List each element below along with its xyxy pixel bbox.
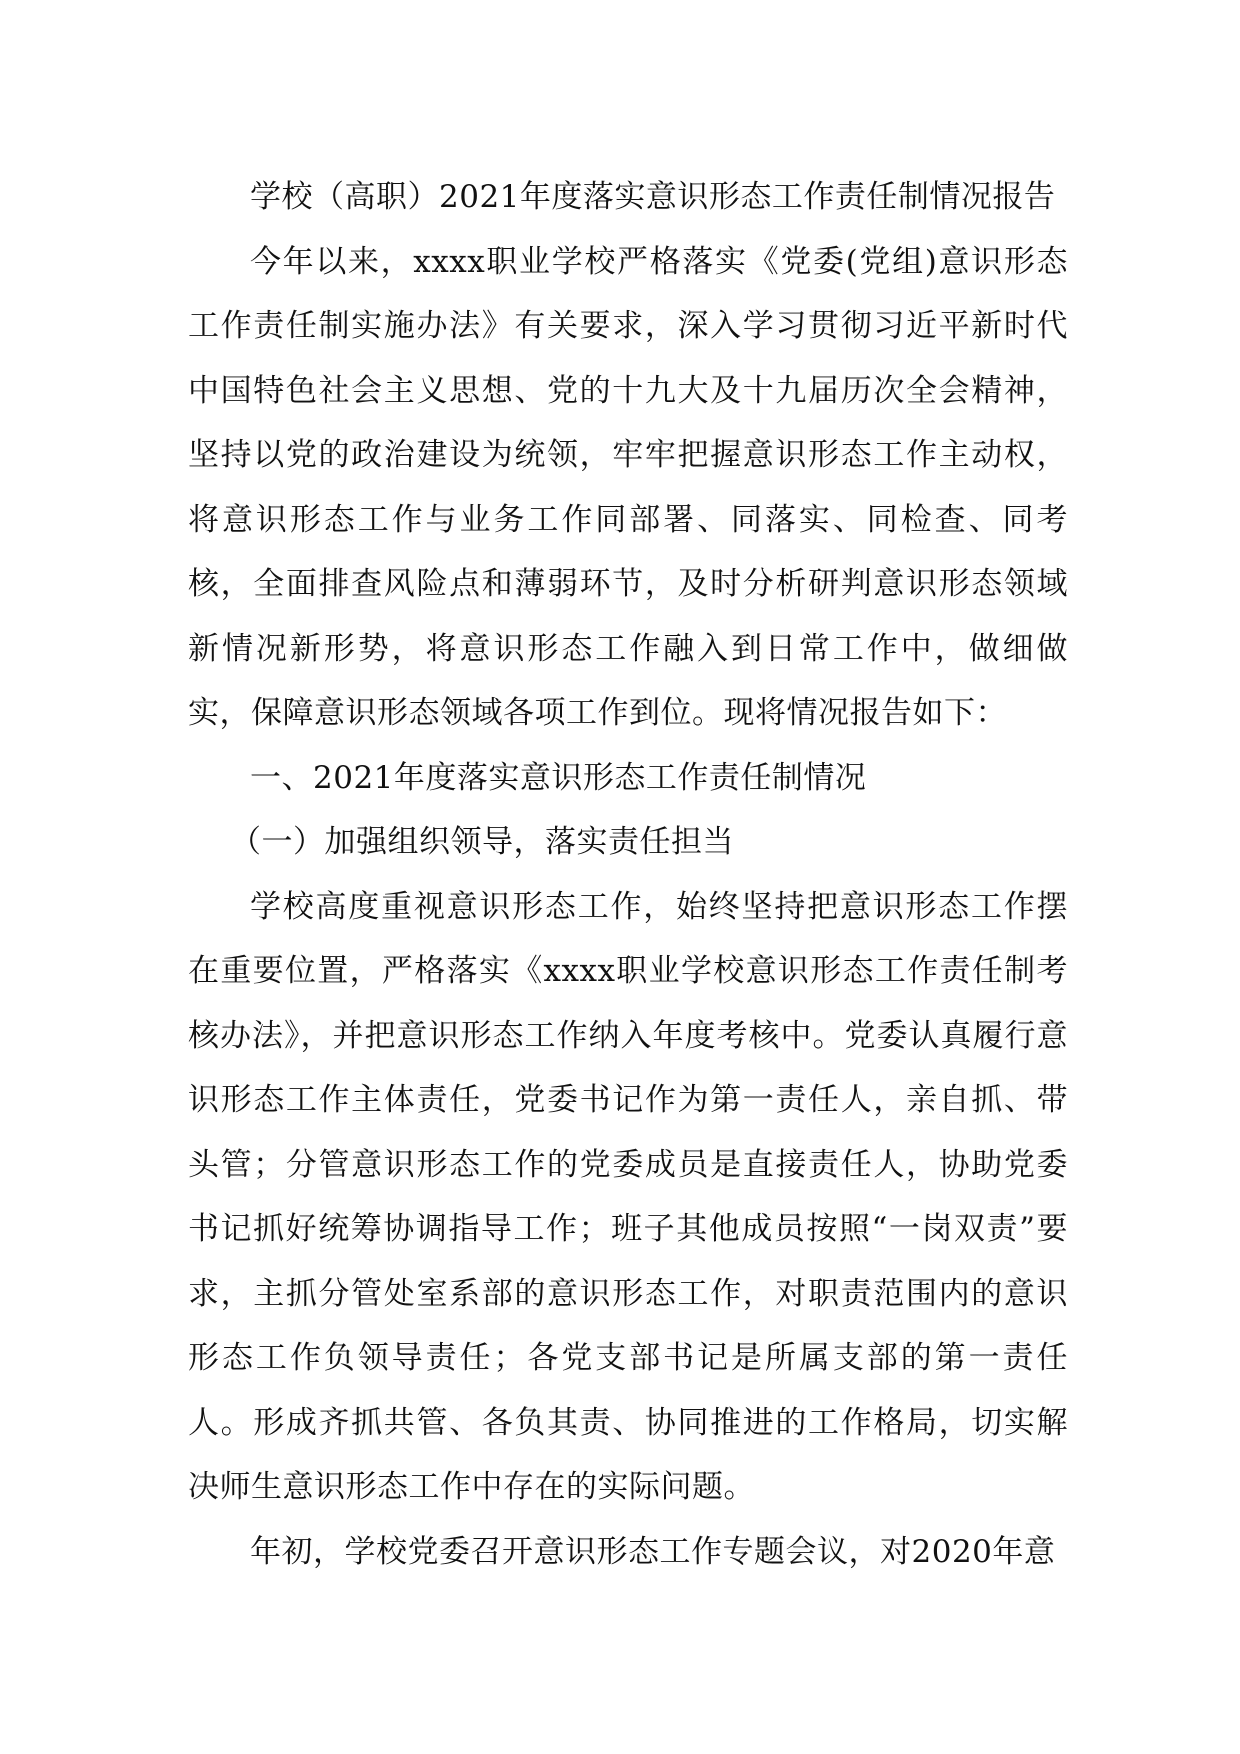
document-title: 学校（高职）2021年度落实意识形态工作责任制情况报告 xyxy=(250,179,1056,215)
body-paragraph: 年初，学校党委召开意识形态工作专题会议，对2020年意 xyxy=(250,1533,1056,1570)
section-heading: 一、2021年度落实意识形态工作责任制情况 xyxy=(250,759,867,796)
subsection-heading: （一）加强组织领导，落实责任担当 xyxy=(230,824,734,860)
document-body xyxy=(188,165,1068,1584)
body-paragraph: 学校高度重视意识形态工作，始终坚持把意识形态工作摆在重要位置，严格落实《xxxx职业学校意识形态工作责任制考核办法》，并把意识形态工作纳入年度考核中。党委认真履行意识形态工作主体责任，党委书记作为第一责任人，亲自抓、带头管；分管意识形态工作的党委成员是直接责任人，协助党委书记抓好统筹协调指导工作；班子其他成员按照“一岗双责”要求，主抓分管处室系部的意识形态工作，对职责范围内的意识形态工作负领导责任；各党支部书记是所属支部的第一责任人。形成齐抓共管、各负其责、协同推进的工作格局，切实解决师生意识形态工作中存在的实际问题。 xyxy=(188,888,1068,1505)
intro-paragraph: 今年以来，xxxx职业学校严格落实《党委(党组)意识形态工作责任制实施办法》有关要求，深入学习贯彻习近平新时代中国特色社会主义思想、党的十九大及十九届历次全会精神，坚持以党的政治建设为统领，牢牢把握意识形态工作主动权，将意识形态工作与业务工作同部署、同落实、同检查、同考核，全面排查风险点和薄弱环节，及时分析研判意识形态领域新情况新形势，将意识形态工作融入到日常工作中，做细做实，保障意识形态领域各项工作到位。现将情况报告如下： xyxy=(188,243,1068,731)
